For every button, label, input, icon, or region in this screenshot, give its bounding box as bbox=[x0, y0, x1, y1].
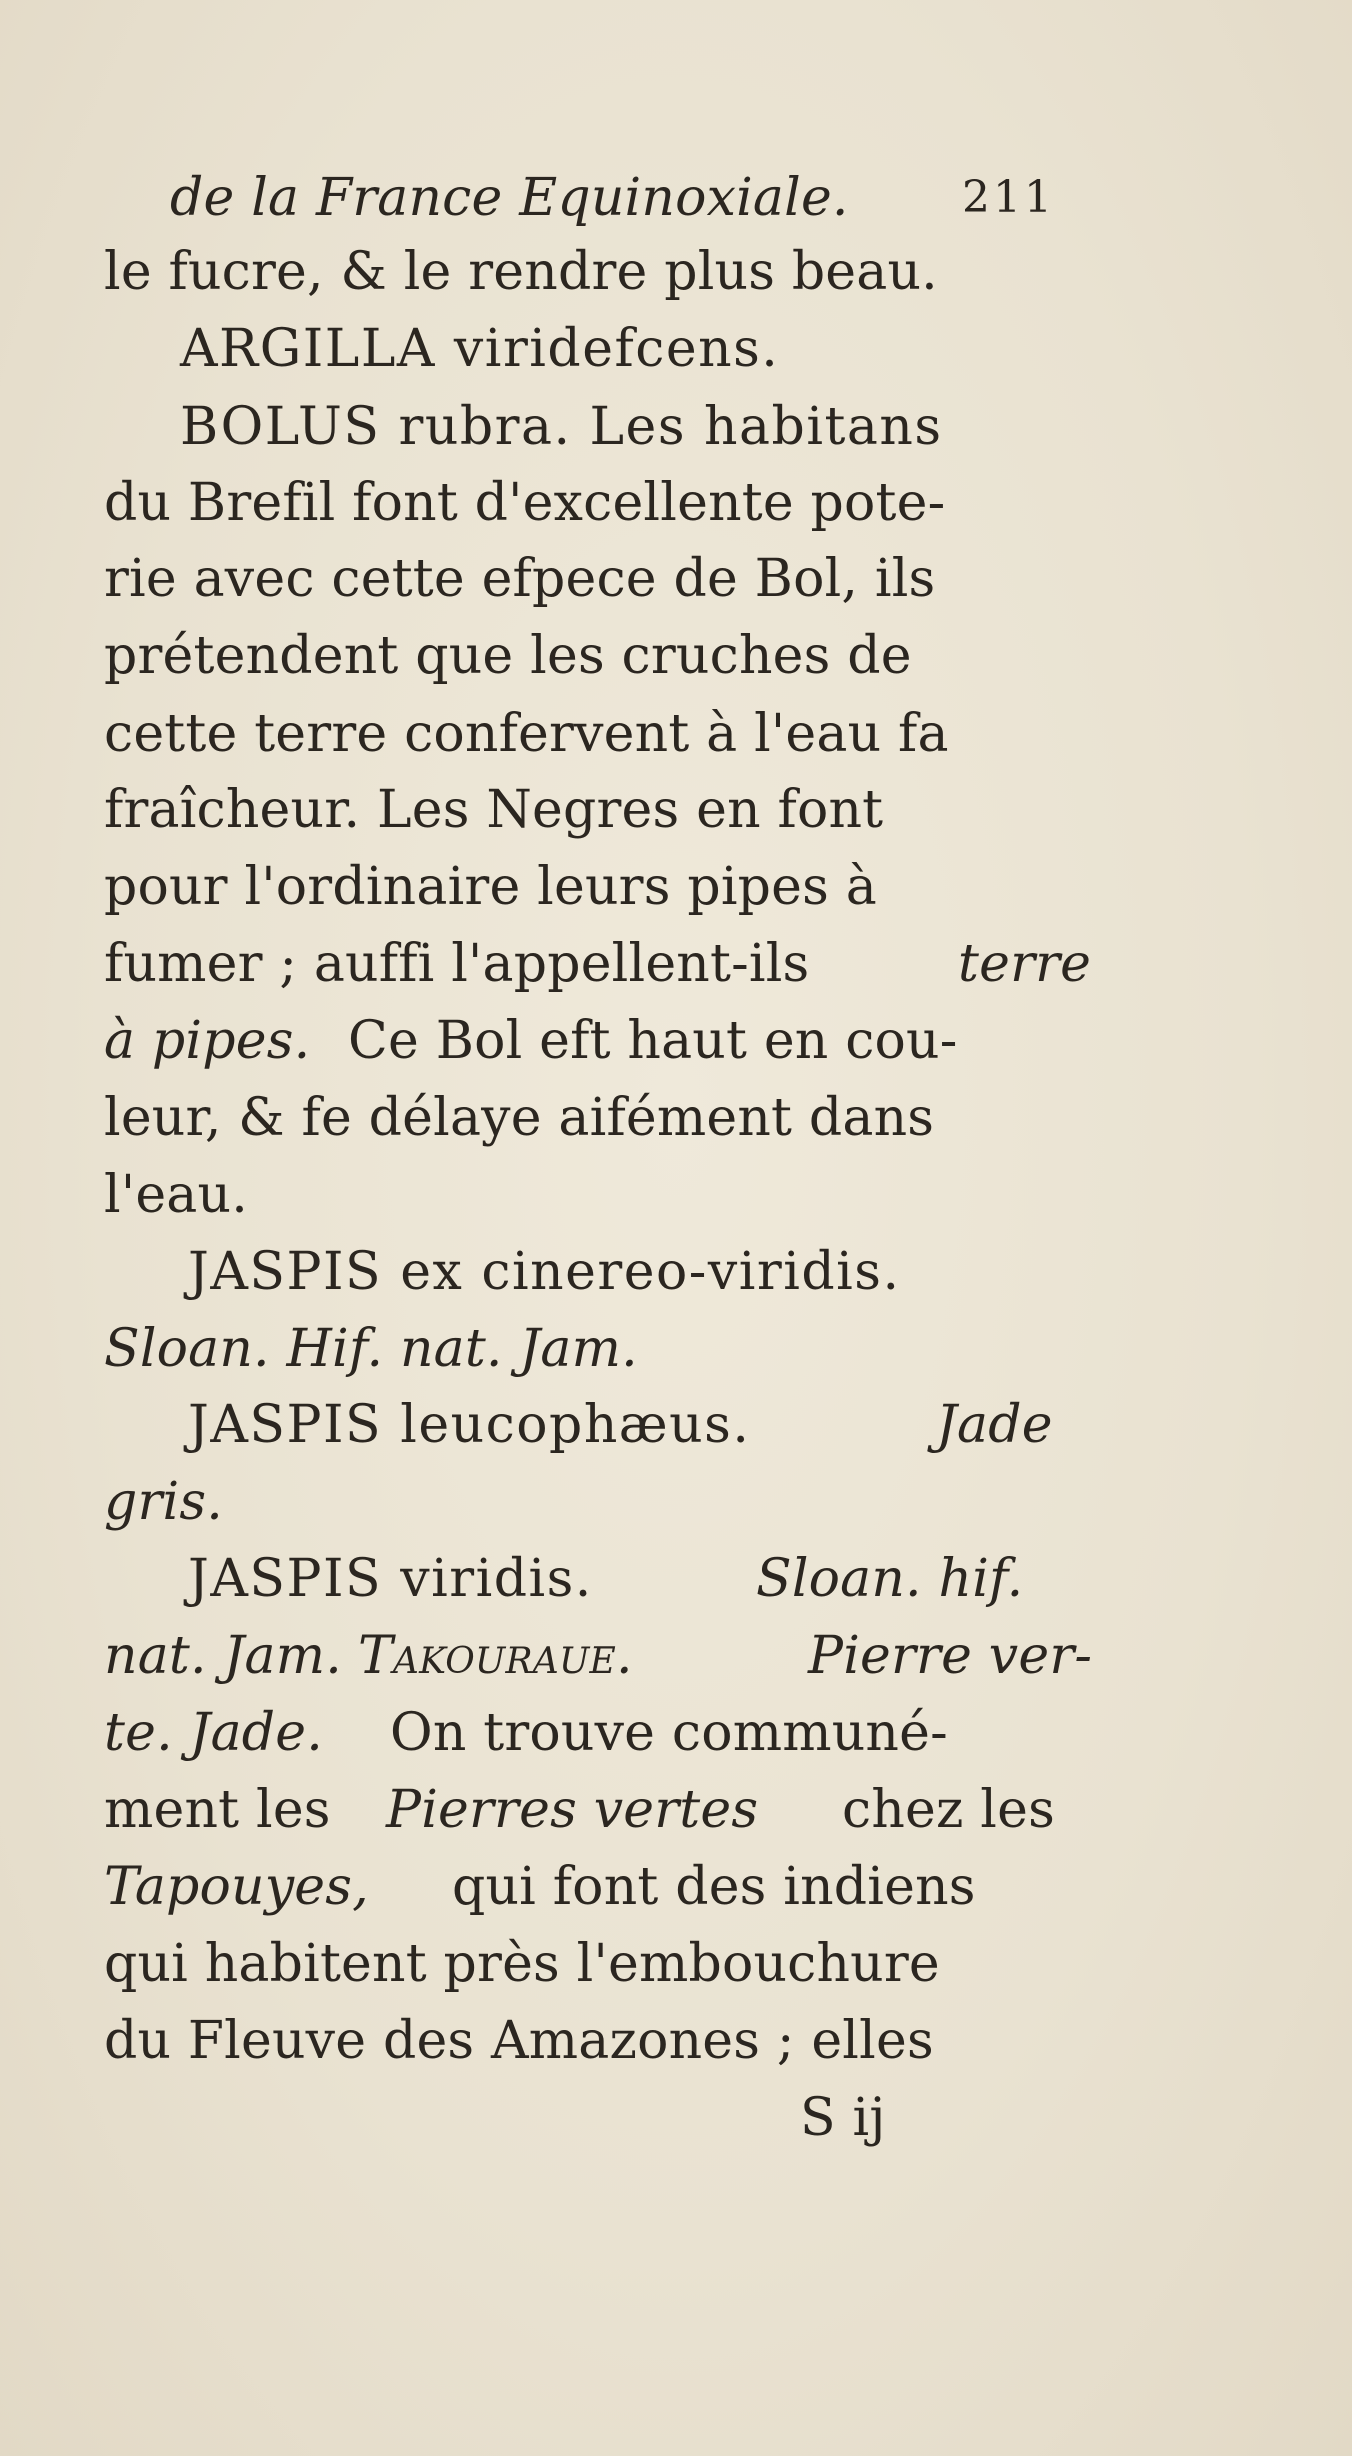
text-line-content: On trouve communé- bbox=[390, 1703, 948, 1763]
text-line-content: l'eau. bbox=[104, 1165, 248, 1225]
text-line bbox=[0, 1851, 1352, 1923]
text-line-content: JASPIS leucophæus. bbox=[188, 1395, 751, 1455]
page-number: 211 bbox=[962, 172, 1055, 223]
text-line bbox=[0, 928, 1352, 1000]
text-line-content: du Brefil font d'excellente pote- bbox=[104, 473, 946, 533]
text-line-content: prétendent que les cruches de bbox=[104, 626, 912, 686]
text-line-italic: te. Jade. bbox=[104, 1703, 323, 1763]
text-line bbox=[0, 698, 1352, 770]
text-line-content: qui font des indiens bbox=[452, 1857, 976, 1917]
text-line-italic: nat. Jam. bbox=[104, 1626, 342, 1686]
text-line bbox=[0, 1774, 1352, 1846]
text-line-italic: Takouraue. bbox=[358, 1626, 633, 1686]
text-line-italic: Pierres vertes bbox=[386, 1780, 759, 1840]
text-line bbox=[0, 467, 1352, 539]
text-line-content: rie avec cette efpece de Bol, ils bbox=[104, 549, 936, 609]
text-line-content: du Fleuve des Amazones ; elles bbox=[104, 2011, 934, 2071]
running-head-title: de la France Equinoxiale. bbox=[170, 168, 849, 228]
text-line bbox=[0, 1005, 1352, 1077]
text-line-italic: terre bbox=[958, 934, 1092, 994]
text-line-content: qui habitent près l'embouchure bbox=[104, 1934, 940, 1994]
text-line bbox=[0, 391, 1352, 463]
text-line-italic: Tapouyes, bbox=[104, 1857, 369, 1917]
signature-mark bbox=[0, 2082, 1352, 2154]
text-line-content: JASPIS viridis. bbox=[188, 1549, 593, 1609]
text-line-content: cette terre confervent à l'eau fa bbox=[104, 704, 949, 764]
text-line-italic: Pierre ver- bbox=[808, 1626, 1093, 1686]
text-line bbox=[0, 543, 1352, 615]
text-line bbox=[0, 1313, 1352, 1385]
text-line-content: ment les bbox=[104, 1780, 331, 1840]
text-line-italic: Sloan. Hif. nat. Jam. bbox=[104, 1319, 638, 1379]
text-line bbox=[0, 236, 1352, 308]
text-line-italic: à pipes. bbox=[104, 1011, 311, 1071]
text-line bbox=[0, 851, 1352, 923]
text-line-content: pour l'ordinaire leurs pipes à bbox=[104, 857, 877, 917]
text-line-content: leur, & fe délaye aifément dans bbox=[104, 1088, 935, 1148]
text-line-content: Ce Bol eft haut en cou- bbox=[348, 1011, 958, 1071]
text-line bbox=[0, 2005, 1352, 2077]
text-line-content: chez les bbox=[842, 1780, 1056, 1840]
signature-text: S ij bbox=[800, 2088, 886, 2148]
text-line-content: JASPIS ex cinereo-viridis. bbox=[188, 1242, 901, 1302]
text-line bbox=[0, 1620, 1352, 1692]
text-line bbox=[0, 1466, 1352, 1538]
text-line bbox=[0, 1082, 1352, 1154]
text-line bbox=[0, 774, 1352, 846]
text-line bbox=[0, 620, 1352, 692]
text-line bbox=[0, 1928, 1352, 2000]
running-head bbox=[0, 162, 1352, 234]
text-line bbox=[0, 1697, 1352, 1769]
text-line-content: BOLUS rubra. Les habitans bbox=[180, 397, 943, 457]
text-line-content: ARGILLA viridefcens. bbox=[180, 319, 780, 379]
text-line-content: fumer ; auffi l'appellent-ils bbox=[104, 934, 810, 994]
text-line-italic: Jade bbox=[936, 1395, 1053, 1455]
text-line bbox=[0, 1159, 1352, 1231]
text-line bbox=[0, 1389, 1352, 1461]
text-line-italic: Sloan. hif. bbox=[756, 1549, 1024, 1609]
text-line-content: le fucre, & le rendre plus beau. bbox=[104, 242, 938, 302]
text-line bbox=[0, 1236, 1352, 1308]
text-line bbox=[0, 1543, 1352, 1615]
text-line bbox=[0, 313, 1352, 385]
text-line-italic: gris. bbox=[104, 1472, 223, 1532]
text-line-content: fraîcheur. Les Negres en font bbox=[104, 780, 884, 840]
